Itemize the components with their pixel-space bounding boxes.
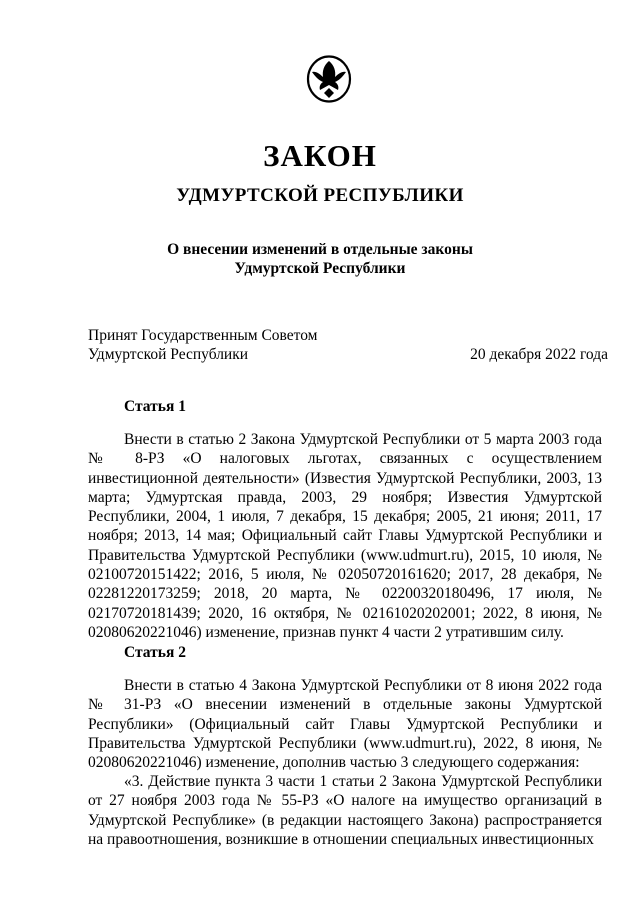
- article-2-title: Статья 2: [124, 644, 186, 661]
- law-heading-line1: О внесении изменений в отдельные законы: [167, 241, 473, 258]
- udmurt-emblem-icon: [306, 55, 352, 103]
- article-2-text: Внести в статью 4 Закона Удмуртской Республики от 8 июня 2022 года № 31-РЗ «О внесении изменений в отдельные законы Удмуртской Республики» (Официальный сайт Главы Удмуртской Республики и Правительства Удмуртской Республики (www.udmurt.ru), 2022, 8 июня, № 02080620221046) изменение, дополнив частью 3 следующего содержания:: [88, 677, 602, 772]
- law-heading: [0, 240, 640, 278]
- adoption-date: 20 декабря 2022 года: [470, 346, 608, 363]
- document-subtitle: УДМУРТСКОЙ РЕСПУБЛИКИ: [176, 185, 464, 206]
- adoption-block: [88, 326, 608, 364]
- document-title: ЗАКОН: [263, 138, 377, 173]
- article-1-title: Статья 1: [124, 398, 186, 415]
- article-2-quoted-part: «3. Действие пункта 3 части 1 статьи 2 Закона Удмуртской Республики от 27 ноября 2003 года № 55-РЗ «О налоге на имущество организаций в Удмуртской Республике» (в редакции настоящего Закона) распространяется на правоотношения, возникшие в отношении специальных инвестиционных: [88, 773, 602, 848]
- adopted-by-line1: Принят Государственным Советом: [88, 327, 318, 344]
- article-1-text: Внести в статью 2 Закона Удмуртской Республики от 5 марта 2003 года № 8-РЗ «О налоговых льготах, связанных с осуществлением инвестиционной деятельности» (Известия Удмуртской Республики, 2003, 13 марта; Удмуртская правда, 2003, 29 ноября; Известия Удмуртской Республики, 2004, 1 июля, 7 декабря, 15 декабря; 2005, 21 июня; 2011, 17 ноября; 2013, 14 мая; Официальный сайт Главы Удмуртской Республики и Правительства Удмуртской Республики (www.udmurt.ru), 2015, 10 июля, № 02100720151422; 2016, 5 июля, № 02050720161620; 2017, 28 декабря, № 02281220173259; 2018, 20 марта, № 02200320180496, 17 июля, № 02170720181439; 2020, 16 октября, № 02161020202001; 2022, 8 июня, № 02080620221046) изменение, признав пункт 4 части 2 утратившим силу.: [88, 431, 602, 641]
- adopted-by-line2: Удмуртской Республики: [88, 346, 249, 363]
- law-heading-line2: Удмуртской Республики: [234, 260, 406, 277]
